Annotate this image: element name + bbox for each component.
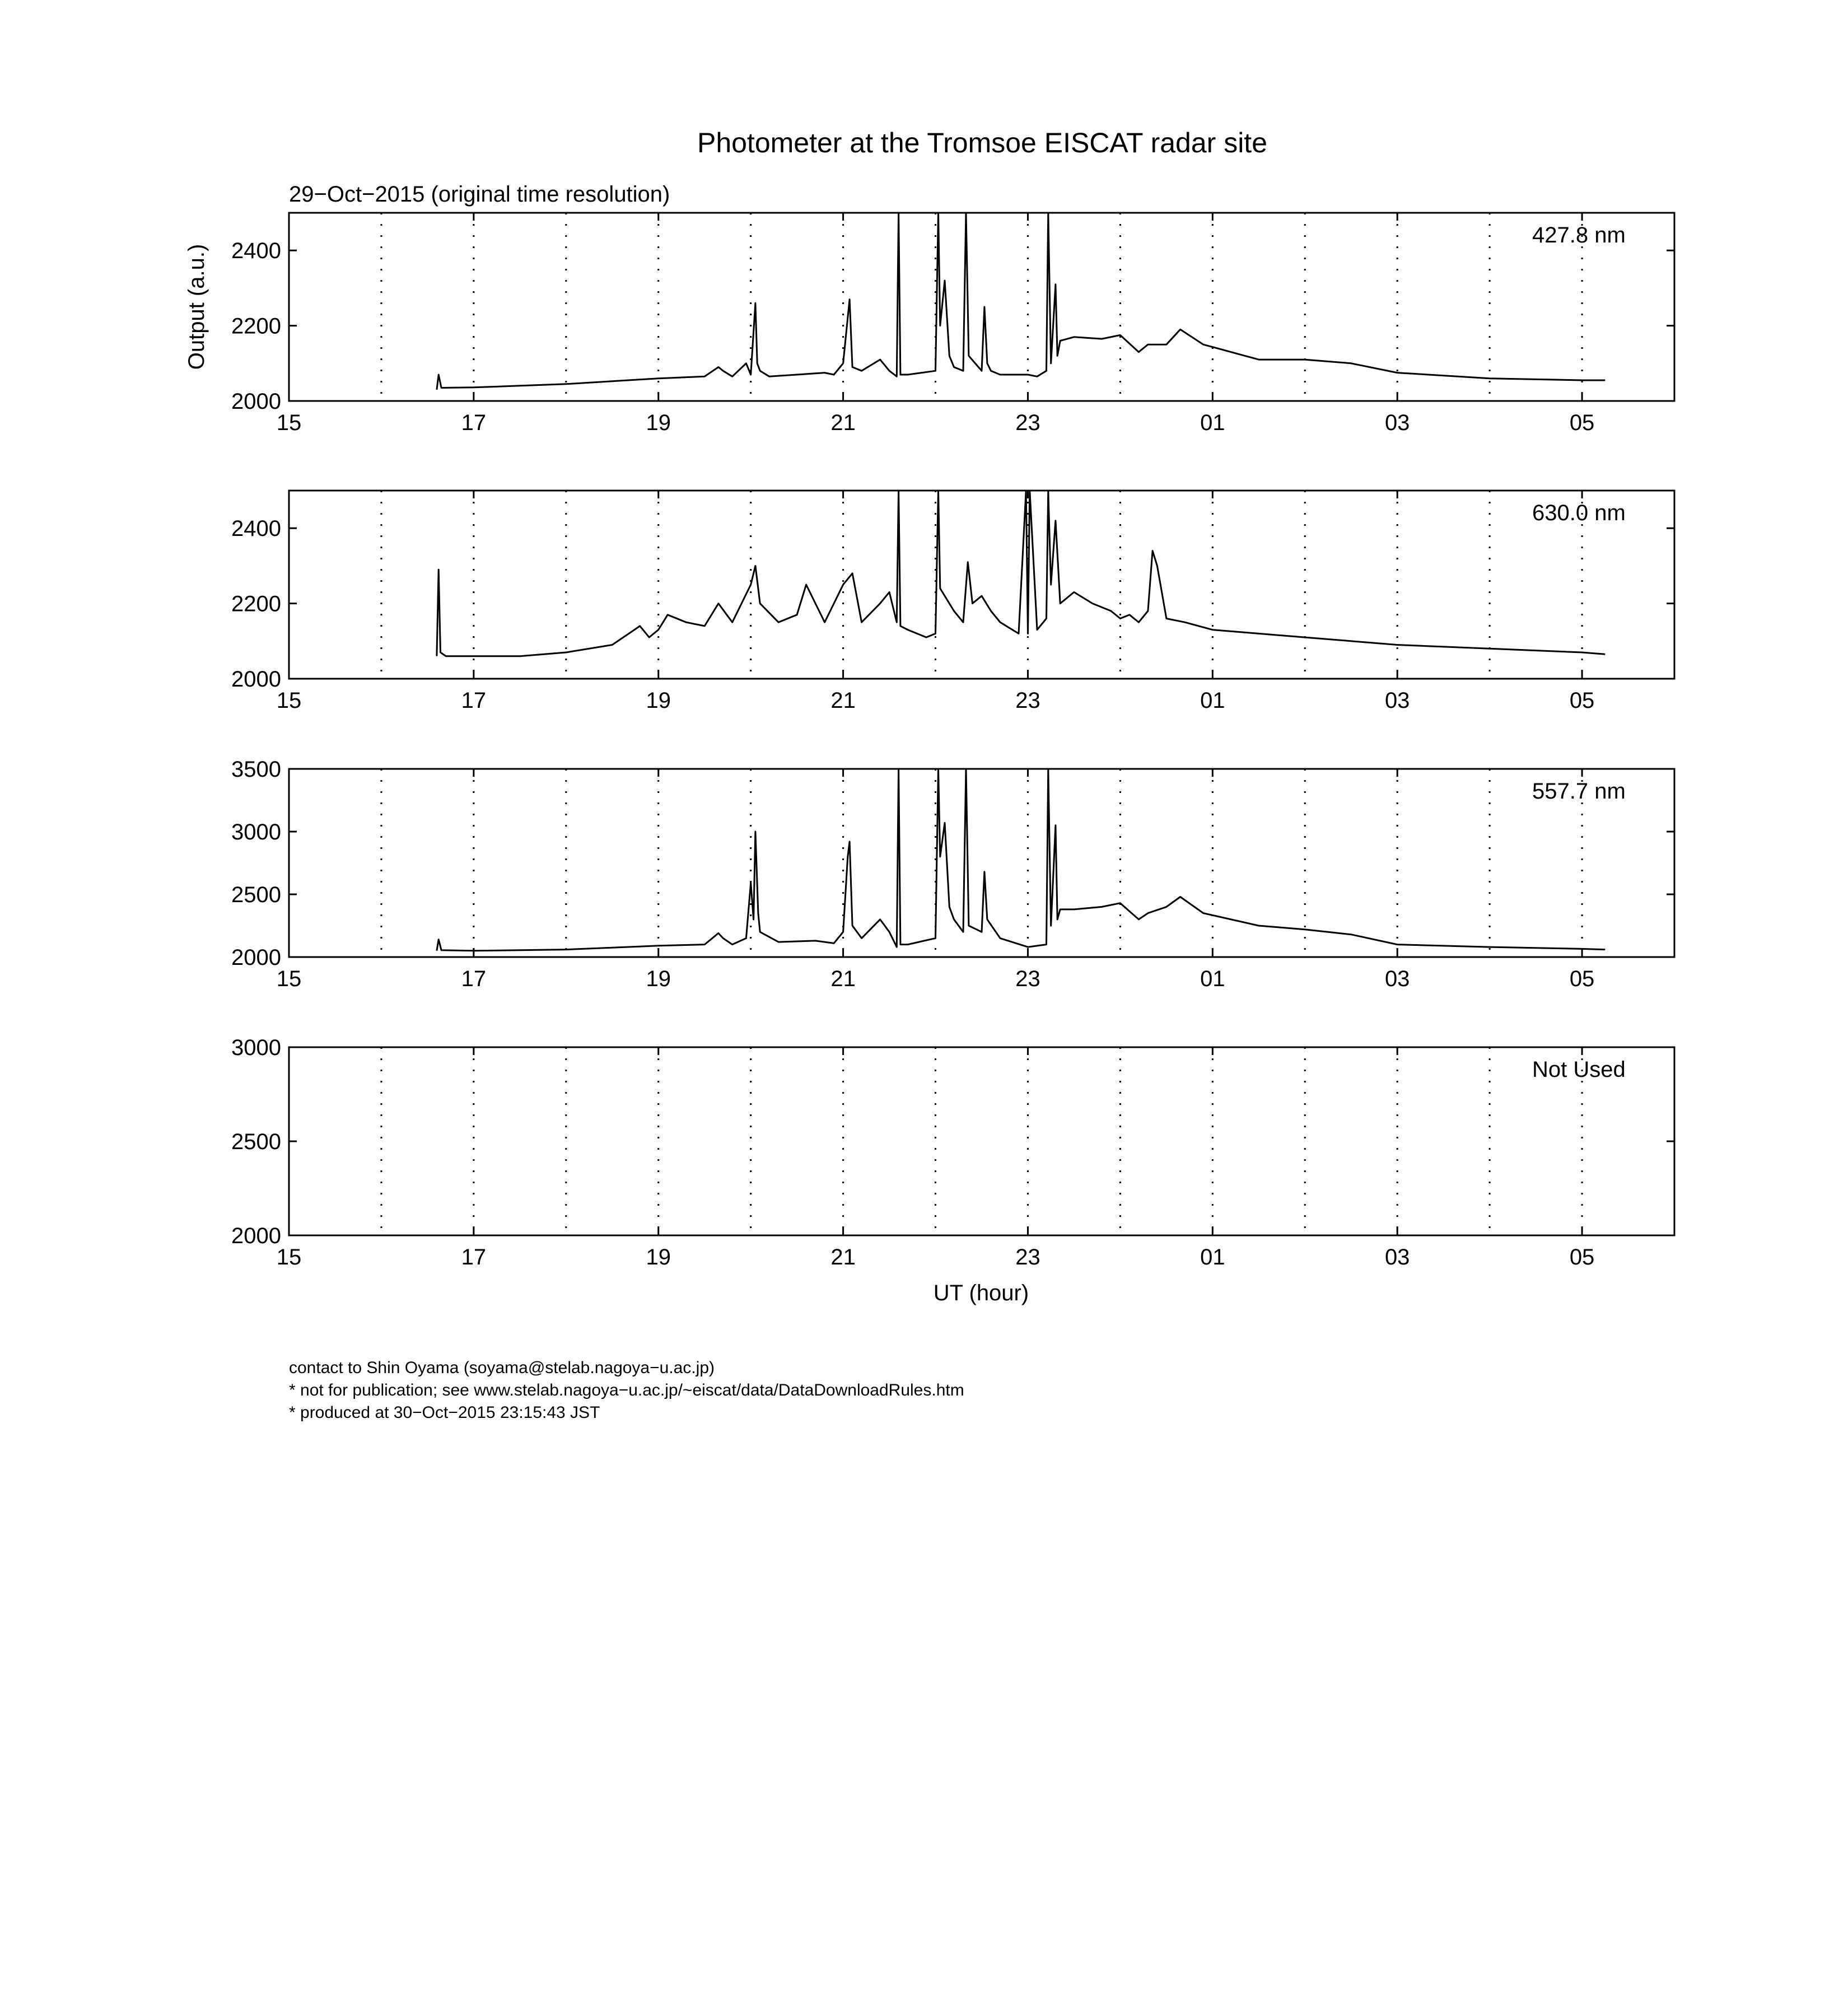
x-tick-label: 15: [276, 410, 302, 435]
x-tick-label: 01: [1200, 410, 1225, 435]
panel-label: Not Used: [1532, 1057, 1626, 1082]
x-tick-label: 01: [1200, 967, 1225, 991]
panel-2: [231, 491, 1674, 713]
x-tick-label: 17: [461, 967, 487, 991]
y-tick-label: 2200: [231, 591, 281, 617]
plot-panels: [231, 213, 1674, 1270]
series-line: [437, 213, 1605, 390]
panel-3: [231, 757, 1674, 991]
y-tick-label: 2500: [231, 1130, 281, 1154]
series-line: [437, 769, 1605, 951]
x-tick-label: 17: [461, 688, 487, 713]
x-tick-label: 17: [461, 1245, 487, 1270]
panel-4: [231, 1035, 1674, 1270]
x-tick-label: 03: [1384, 967, 1410, 991]
x-tick-label: 05: [1569, 967, 1595, 991]
series-line: [437, 491, 1605, 656]
y-tick-label: 3000: [231, 1035, 281, 1060]
chart-subtitle: 29−Oct−2015 (original time resolution): [289, 182, 670, 207]
y-axis-label: Output (a.u.): [184, 244, 209, 370]
x-tick-label: 23: [1015, 967, 1040, 991]
chart-title: Photometer at the Tromsoe EISCAT radar site: [697, 127, 1268, 158]
panel-1: [231, 213, 1674, 435]
x-tick-label: 19: [646, 967, 671, 991]
x-tick-label: 21: [830, 967, 856, 991]
x-tick-label: 21: [830, 410, 856, 435]
footer-produced-at: * produced at 30−Oct−2015 23:15:43 JST: [289, 1403, 600, 1422]
x-tick-label: 23: [1015, 1245, 1040, 1270]
x-tick-label: 19: [646, 410, 671, 435]
x-tick-label: 23: [1015, 688, 1040, 713]
x-tick-label: 17: [461, 410, 487, 435]
x-tick-label: 23: [1015, 410, 1040, 435]
x-axis-label: UT (hour): [933, 1281, 1029, 1305]
y-tick-label: 2000: [231, 1224, 281, 1248]
x-tick-label: 01: [1200, 1245, 1225, 1270]
plot-frame: [289, 1047, 1674, 1235]
y-tick-label: 2400: [231, 516, 281, 542]
x-tick-label: 21: [830, 688, 856, 713]
panel-label: 557.7 nm: [1532, 779, 1626, 804]
y-tick-label: 2000: [231, 389, 281, 414]
y-tick-label: 2200: [231, 314, 281, 339]
x-tick-label: 03: [1384, 410, 1410, 435]
plot-frame: [289, 491, 1674, 679]
x-tick-label: 21: [830, 1245, 856, 1270]
y-tick-label: 2000: [231, 945, 281, 970]
footer-publication-note: * not for publication; see www.stelab.nagoya−u.ac.jp/~eiscat/data/DataDownloadRules.htm: [289, 1381, 964, 1399]
y-tick-label: 2000: [231, 667, 281, 692]
y-tick-label: 3000: [231, 820, 281, 844]
footer-contact: contact to Shin Oyama (soyama@stelab.nagoya−u.ac.jp): [289, 1359, 715, 1377]
y-tick-label: 2500: [231, 883, 281, 907]
y-tick-label: 3500: [231, 757, 281, 782]
x-tick-label: 15: [276, 967, 302, 991]
panel-label: 630.0 nm: [1532, 501, 1626, 525]
x-tick-label: 15: [276, 1245, 302, 1270]
x-tick-label: 05: [1569, 410, 1595, 435]
x-tick-label: 03: [1384, 688, 1410, 713]
x-tick-label: 19: [646, 688, 671, 713]
x-tick-label: 05: [1569, 688, 1595, 713]
x-tick-label: 15: [276, 688, 302, 713]
x-tick-label: 19: [646, 1245, 671, 1270]
x-tick-label: 01: [1200, 688, 1225, 713]
y-tick-label: 2400: [231, 239, 281, 264]
panel-label: 427.8 nm: [1532, 223, 1626, 248]
x-tick-label: 03: [1384, 1245, 1410, 1270]
plot-frame: [289, 213, 1674, 401]
x-tick-label: 05: [1569, 1245, 1595, 1270]
